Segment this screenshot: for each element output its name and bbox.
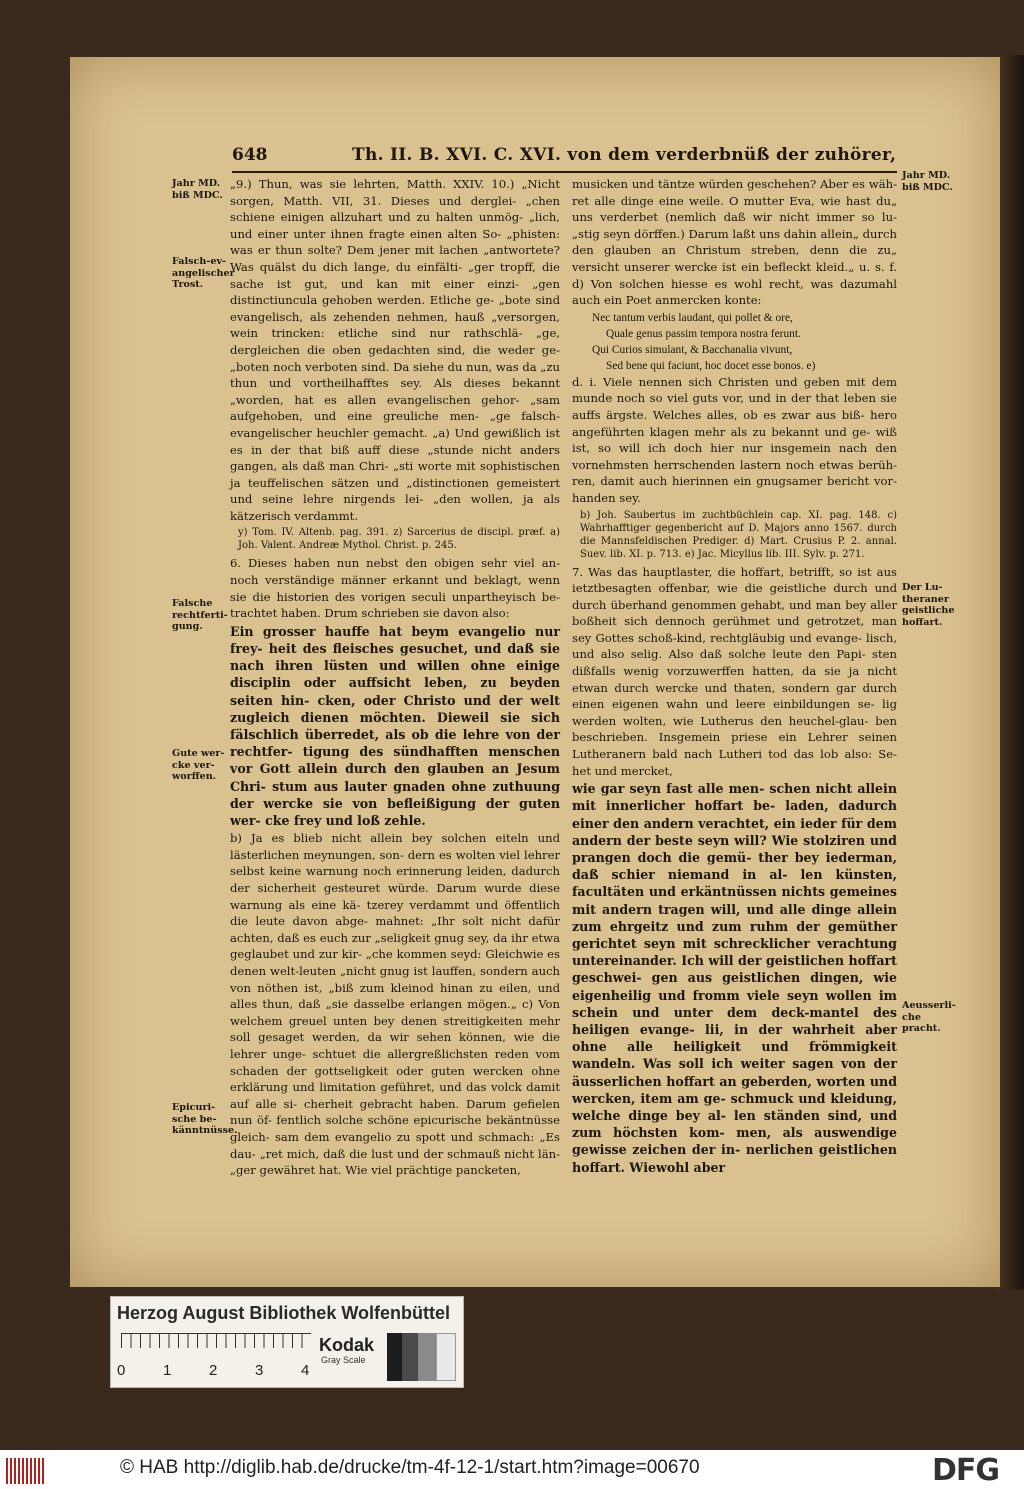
paragraph: d. i. Viele nennen sich Christen und geben mit dem munde noch so viel guts vor, und in der that leben sie auffs ärgste. Welches alles, ob es zwar aus biß- hero angeführten klagen mehr als zu bekannt und ge- wiß ist, so will ich doch hier nur insgemein nach den vornehmsten herrschenden lastern noch etwas berüh- ren, damit auch hierinnen ein gnugsamer bericht vor- handen sey. — [572, 374, 897, 505]
emphasized-quote: Ein grosser hauffe hat beym evangelio nur frey- heit des fleisches gesuchet, und daß sie nach ihren lüsten und willen ohne einige disciplin oder auffsicht leben, zu beyden seiten hin- cken, oder Christo und der welt zugleich dienen möchten. Dieweil sie sich fälschlich überredet, als ob die lehre von der rechtfer- tigung des sündhafften menschen vor Gott allein durch den glauben an Jesum Chri- stum aus lauter gnaden ohne zuthuung der wercke sie von befleißigung der guten wer- cke frey und loß zehle. — [230, 623, 560, 829]
verse-line: Qui Curios simulant, & Bacchanalia vivunt, — [592, 343, 793, 356]
gray-swatch — [436, 1333, 456, 1381]
running-header — [232, 143, 897, 173]
gray-scale-label: Gray Scale — [321, 1355, 366, 1365]
gray-swatch — [418, 1333, 436, 1381]
margin-note-year-left: Jahr MD. biß MDC. — [172, 178, 223, 201]
margin-note-epicurisch: Epicuri-sche be-känntnüsse. — [172, 1102, 238, 1136]
page-number: 648 — [232, 145, 268, 165]
latin-verse — [592, 310, 897, 374]
ruler-number: 4 — [301, 1362, 310, 1379]
margin-note-aeusserliche-pracht: Aeusserli-che pracht. — [902, 1000, 956, 1034]
footnote-block: b) Joh. Saubertus im zuchtbüchlein cap. XI. pag. 148. c) Wahrhafftiger gegenbericht auf D. Majors anno 1567. durch die Mannsfeldischen Prediger. d) Mart. Crusius P. 2. annal. Suev. lib. XI. p. 713. e) Jac. Micyllus lib. III. Sylv. p. 271. — [580, 509, 897, 560]
verse-line: Sed bene qui faciunt, hoc docet esse bonos. e) — [606, 359, 816, 372]
barcode-icon — [6, 1458, 44, 1484]
paragraph: 7. Was das hauptlaster, die hoffart, betrifft, so ist aus ietztbesagten offenbar, wie die geistliche durch und durch überhand genommen gehabt, und man bey aller boßheit sich dennoch gerühmet und getrotzet, man sey Gottes schoß-kind, rechtgläubig und evange- lisch, und also selig. Also daß solche leute den Papi- sten dißfalls wenig vorzuwerffen hatten, da sie ja nicht etwan durch wercke und thaten, sondern gar durch einen eigenen wahn und leere einbildungen se- lig werden wolten, wie Lutherus den heuchel-glau- ben beschrieben. Insgemein priese ein Lehrer seinen Lutheranern bald nach Lutheri tod das lob also: Se- het und mercket, — [572, 564, 897, 778]
margin-note-falsche-rechtfertigung: Falsche rechtferti-gung. — [172, 598, 228, 632]
margin-note-year-right: Jahr MD. biß MDC. — [902, 170, 953, 193]
left-text-column — [230, 176, 560, 1180]
margin-note-falsch-trost: Falsch-ev-angelischer Trost. — [172, 256, 235, 290]
verse-line: Quale genus passim tempora nostra ferunt. — [606, 327, 801, 340]
paragraph: musicken und täntze würden geschehen? Aber es wäh- ret alle dinge eine weile. O mutter Eva, wie hast du„ uns verderbet (nemlich daß wir nicht immer so lu- „stig seyn dörffen.) Darum laßt uns dahin allein„ durch den glauben an Christum streben, denn die zu„ versicht unserer wercke ist ein befleckt kleid.„ u. s. f. d) Von solchen hiesse es wohl recht, was dazumahl auch ein Poet anmercken konte: — [572, 177, 897, 308]
library-color-card — [110, 1296, 464, 1388]
right-text-column — [572, 176, 897, 1177]
emphasized-quote: wie gar seyn fast alle men- schen nicht allein mit innerlicher hoffart be- laden, dadurch einer den andern verachtet, ein ieder für dem andern der beste seyn will? Wie stolziren und prangen doch die gemü- ther bey iederman, daß schier niemand in al- len künsten, facultäten und erkäntnüssen nichts gemeines mit andern tragen will, und alle dinge allein zum ehrgeitz und zum ruhm der gemüther gerichtet seyn mit schrecklicher verachtung untereinander. Ich will der geistlichen hoffart geschwei- gen aus geistlichen dingen, wie eigenheilig und fromm viele seyn wollen im schein und unter dem deck-mantel des heiligen evange- lii, in der wahrheit aber ohne alle heiligkeit und frömmigkeit wandeln. Was soll ich weiter sagen von der äusserlichen hoffart an geberden, worten und wercken, item am ge- schmuck und kleidung, welche dinge bey al- len ständen sind, und zum höchsten kom- men, als auswendige gewisse zeichen der in- nerlichen geistlichen hoffart. Wiewohl aber — [572, 781, 897, 1175]
paragraph: 6. Dieses haben nun nebst den obigen sehr viel an- noch verständige männer erkannt und beklagt, wenn sie die historien des vorigen seculi unpartheyisch be- trachtet haben. Drum schrieben sie davon also: — [230, 556, 560, 621]
running-title: Th. II. B. XVI. C. XVI. von dem verderbnüß der zuhörer, — [352, 145, 897, 165]
margin-note-gute-werke: Gute wer-cke ver-worffen. — [172, 748, 225, 782]
margin-note-hoffart: Der Lu-theraner geistliche hoffart. — [902, 582, 955, 628]
dfg-logo: DFG — [932, 1453, 1000, 1488]
copyright-link[interactable]: © HAB http://diglib.hab.de/drucke/tm-4f-12-1/start.htm?image=00670 — [120, 1457, 700, 1478]
paragraph: b) Ja es blieb nicht allein bey solchen eiteln und lästerlichen meynungen, son- dern es wolten viel lehrer selbst keine warnung noch erinnerung leiden, dadurch der sicherheit gesteuret würde. Darum wurde diese warnung als eine kä- tzerey verdammt und öffentlich die leute davon abge- mahnet: „Ihr solt nicht dafür achten, daß es euch zur „seligkeit gnug sey, da ihr etwa geglaubet und zur kir- „che kommen seyd: Gleichwie es denen welt-leuten „nicht gnug ist lauffen, sondern auch von nöthen ist, „biß zum kleinod hinan zu eilen, und alles thun, daß „sie dasselbe erlangen mögen.„ c) Von welchem greuel unten bey denen streitigkeiten mehr soll gesaget werden, da wir sehen können, wie die lehrer unge- schtuet die allergreßlichsten reden vom schaden der gottseligkeit oder guten wercken ohne erklärung und limitation geführet, und das volck damit auf alle si- cherheit gebracht haben. Darum gefielen nun öf- fentlich solche schöne epicurische bekäntnüsse gleich- sam dem evangelio zu spott und schmach: „Es dau- „ret mich, daß die lust und der schmauß nicht län- „ger gewähret hat. Wie viel prächtige pancketen, — [230, 831, 560, 1178]
gray-swatch — [402, 1333, 418, 1381]
library-name: Herzog August Bibliothek Wolfenbüttel — [117, 1303, 450, 1323]
gray-swatch — [387, 1333, 402, 1381]
verse-line: Nec tantum verbis laudant, qui pollet & ore, — [592, 311, 793, 324]
ruler-number: 1 — [163, 1362, 172, 1379]
ruler-ticks — [121, 1334, 311, 1348]
scale-ruler — [117, 1333, 311, 1379]
ruler-number: 3 — [255, 1362, 264, 1379]
ruler-number: 0 — [117, 1362, 126, 1379]
footer-bar — [0, 1450, 1024, 1489]
paragraph: „9.) Thun, was sie lehrten, Matth. XXIV. 10.) „Nicht sorgen, Matth. VII, 31. Dieses und derglei- „chen schiene einigen allzuhart und zu halten unmög- „lich, und einer unter ihnen fragte einen alten So- „phisten: was er thun solte? Dem jener mit lachen „antwortete? Was quälst du dich lange, du einfälti- „ger tropff, die sache ist gut, und kan mit einer einzi- „gen distinctiuncula gehoben werden. Etliche ge- „bote sind evangelisch, als zehenden nehmen, hauß „versorgen, wein trincken: etliche sind nur rathschlä- „ge, dergleichen die oben gedachten sind, die weder ge- „boten noch verboten sind. Da siehe du nun, was da „zu thun und vortheilhafftes sey. Als dieses bekannt „worden, hat es allen evangelischen gehor- „sam aufgehoben, und eine greuliche men- „ge falsch-evangelischer heuchler gemacht. „a) Und gewißlich ist es in der that biß auff diese „stunde nicht anders gangen, als daß man Chri- „sti worte mit sophistischen ja teuffelischen sätzen und „distinctionen gemeistert und seine lehre nirgends lei- „den wollen, ja als kätzerisch verdammt. — [230, 177, 560, 523]
footnote-block: y) Tom. IV. Altenb. pag. 391. z) Sarcerius de discipl. præf. a) Joh. Valent. Andreæ Mythol. Christ. p. 245. — [238, 527, 560, 552]
kodak-logo: Kodak — [319, 1335, 375, 1355]
ruler-number: 2 — [209, 1362, 218, 1379]
